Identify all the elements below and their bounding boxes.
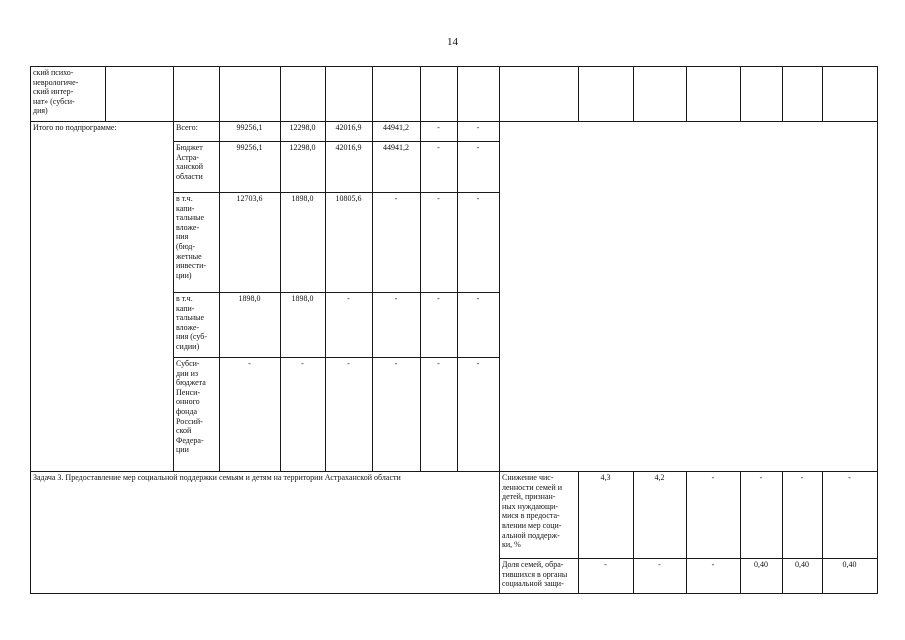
amount-cell: - [394,359,398,368]
budget-table [30,66,878,594]
col-divider [782,66,783,122]
row-divider [173,141,500,142]
col-divider [173,66,174,472]
funding-source-label: в т.ч. капи- тальные вложе- ния (суб- сидии) [176,294,207,351]
col-divider [578,471,579,594]
row-divider [173,357,500,358]
row-divider [30,121,878,122]
col-divider [105,66,106,122]
col-divider [822,471,823,594]
amount-cell: 1898,0 [238,294,261,303]
amount-cell: 10805,6 [335,194,362,203]
col-divider [740,471,741,594]
col-divider [633,471,634,594]
indicator-value: - [759,473,763,482]
indicator-value: - [711,473,715,482]
table-border-top [30,66,878,67]
row-divider [173,192,500,193]
col-divider [686,66,687,122]
institution-name-fragment: ский психо- неврологиче- ский интер- нат» (субси- дия) [33,68,79,116]
amount-cell: - [347,359,350,368]
indicator-value: 0,40 [795,560,809,569]
indicator-value: - [800,473,804,482]
funding-source-label: Субси- дии из бюджета Пенси- онного фонда Россий- ской Федера- ции [176,359,206,455]
col-divider [578,66,579,122]
indicator-name: Снижение чис- ленности семей и детей, признан- ных нуждающи- мися в предоста- влении мер соци- альной поддерж- ки, % [502,473,563,550]
row-divider [30,471,878,472]
amount-cell: - [394,194,398,203]
amount-cell: - [476,294,480,303]
amount-cell: - [437,294,440,303]
col-divider [782,471,783,594]
amount-cell: - [476,359,480,368]
indicator-value: 4,2 [654,473,665,482]
indicator-value: 4,3 [600,473,611,482]
task3-label: Задача 3. Предоставление мер социальной поддержки семьям и детям на территории Астраханской области [33,473,401,482]
col-divider [740,66,741,122]
amount-cell: - [476,123,480,132]
row-divider [173,292,500,293]
funding-source-label: Всего: [176,123,198,132]
amount-cell: 44941,2 [383,123,409,132]
table-border-bottom [30,593,878,594]
indicator-value: 0,40 [842,560,857,569]
subprogram-total-label: Итого по подпрограмме: [33,123,117,132]
amount-cell: - [437,143,440,152]
amount-cell: 99256,1 [236,143,263,152]
amount-cell: 12298,0 [289,143,316,152]
amount-cell: 12703,6 [236,194,263,203]
amount-cell: - [394,294,398,303]
amount-cell: 42016,9 [335,123,362,132]
col-divider [633,66,634,122]
amount-cell: - [301,359,304,368]
indicator-value: - [658,560,661,569]
col-divider [686,471,687,594]
indicator-value: - [604,560,607,569]
amount-cell: - [248,359,251,368]
amount-cell: 44941,2 [383,143,409,152]
indicator-value: - [848,473,851,482]
amount-cell: - [437,359,440,368]
amount-cell: - [347,294,350,303]
table-border-right [877,66,878,594]
amount-cell: - [476,194,480,203]
amount-cell: 1898,0 [291,194,314,203]
col-divider [499,66,500,594]
col-divider [822,66,823,122]
indicator-value: - [711,560,715,569]
page-number: 14 [447,36,458,48]
amount-cell: 42016,9 [335,143,362,152]
amount-cell: 12298,0 [289,123,316,132]
funding-source-label: в т.ч. капи- тальные вложе- ния (бюд- жетные инвести- ции) [176,194,207,280]
table-border-left [30,66,31,594]
indicator-name: Доля семей, обра- тившихся в органы социальной защи- [502,560,568,589]
amount-cell: - [437,123,440,132]
funding-source-label: Бюджет Астра- ханской области [176,143,204,181]
indicator-value: 0,40 [754,560,768,569]
amount-cell: 1898,0 [291,294,314,303]
amount-cell: - [437,194,440,203]
amount-cell: 99256,1 [236,123,263,132]
amount-cell: - [476,143,480,152]
